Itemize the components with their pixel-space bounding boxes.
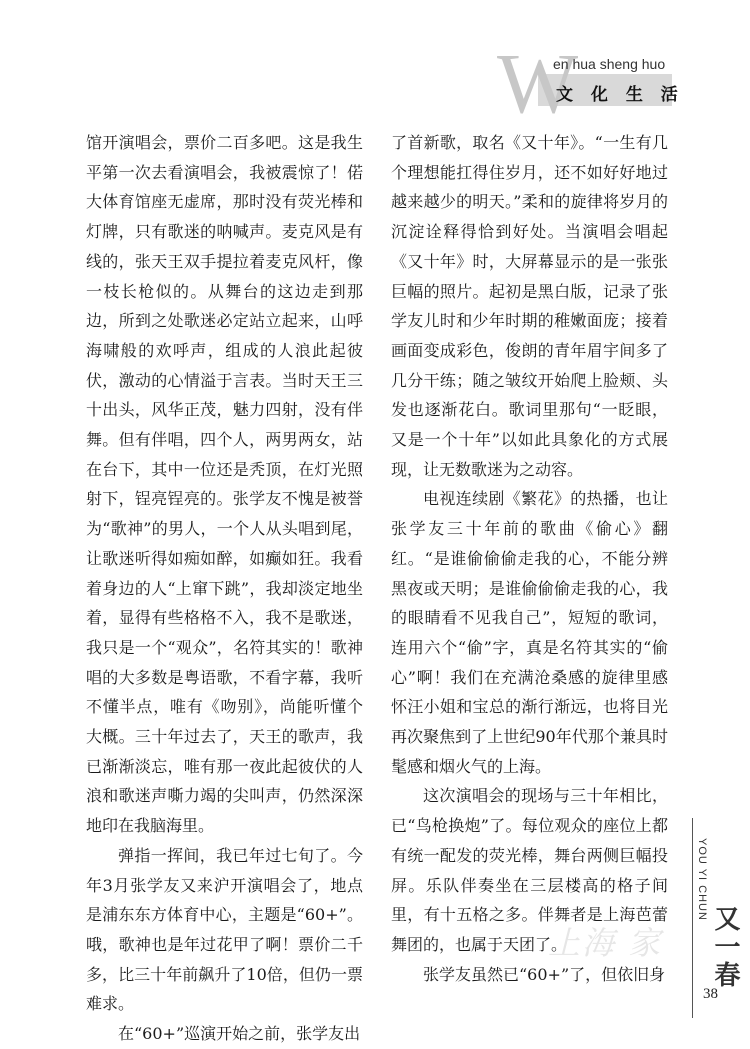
left-paragraph-2: 弹指一挥间，我已年过七旬了。今年3月张学友又来沪开演唱会了，地点是浦东东方体育中心，主题是“60+”。哦，歌神也是年过花甲了啊！票价二千多，比三十年前飙升了10倍，但仍一票难求。	[86, 845, 363, 1014]
right-column	[391, 128, 668, 989]
right-paragraph-2: 电视连续剧《繁花》的热播，也让张学友三十年前的歌曲《偷心》翻红。“是谁偷偷偷走我的心，不能分辨黑夜或天明；是谁偷偷偷走我的心，我的眼睛看不见我自己”，短短的歌词，连用六个“偷”字，真是名符其实的“偷心”啊！我们在充满沧桑感的旋律里感怀汪小姐和宝总的渐行渐远，也将目光再次聚焦到了上世纪90年代那个兼具时髦感和烟火气的上海。	[391, 489, 668, 776]
magazine-name: 又一春	[710, 905, 740, 989]
side-divider	[692, 818, 693, 1018]
left-column	[86, 128, 363, 1049]
header-chinese-title: 文 化 生 活	[556, 85, 684, 105]
left-paragraph-3: 在“60+”巡演开始之前，张学友出	[118, 1024, 361, 1044]
right-paragraph-3: 这次演唱会的现场与三十年相比，已“鸟枪换炮”了。每位观众的座位上都有统一配发的荧光棒，舞台两侧巨幅投屏。乐队伴奏坐在三层楼高的格子间里，有十五格之多。伴舞者是上海芭蕾舞团的，也属于天团了。	[391, 786, 668, 954]
header-decorative-letter: W	[497, 35, 579, 131]
left-paragraph-1: 馆开演唱会，票价二百多吧。这是我生平第一次去看演唱会，我被震惊了！偌大体育馆座无虚席，那时没有荧光棒和灯牌，只有歌迷的呐喊声。麦克风是有线的，张天王双手提拉着麦克风杆，像一枝长枪似的。从舞台的这边走到那边，所到之处歌迷必定站立起来，山呼海啸般的欢呼声，组成的人浪此起彼伏，激动的心情溢于言表。当时天王三十出头，风华正茂，魅力四射，没有伴舞。但有伴唱，四个人，两男两女，站在台下，其中一位还是秃顶，在灯光照射下，锃亮锃亮的。张学友不愧是被誉为“歌神”的男人，一个人从头唱到尾，让歌迷听得如痴如醉，如癫如狂。我看着身边的人“上窜下跳”，我却淡定地坐着，显得有些格格不入，我不是歌迷，我只是一个“观众”，名符其实的！歌神唱的大多数是粤语歌，不看字幕，我听不懂半点，唯有《吻别》，尚能听懂个大概。三十年过去了，天王的歌声，我已渐渐淡忘，唯有那一夜此起彼伏的人浪和歌迷声嘶力竭的尖叫声，仍然深深地印在我脑海里。	[86, 133, 363, 836]
page-number: 38	[703, 986, 718, 1002]
header-english-title: en hua sheng huo	[553, 56, 666, 72]
right-paragraph-4: 张学友虽然已“60+”了，但依旧身	[423, 964, 666, 984]
right-paragraph-1: 了首新歌，取名《又十年》。“一生有几个理想能扛得住岁月，还不如好好地过越来越少的明天。”柔和的旋律将岁月的沉淀诠释得恰到好处。当演唱会唱起《又十年》时，大屏幕显示的是一张张巨幅的照片。起初是黑白版，记录了张学友儿时和少年时期的稚嫩面庞；接着画面变成彩色，俊朗的青年眉宇间多了几分干练；随之皱纹开始爬上脸颊、头发也逐渐花白。歌词里那句“一眨眼，又是一个十年”以如此具象化的方式展现，让无数歌迷为之动容。	[391, 133, 668, 479]
watermark-logo: 上海 家	[548, 924, 663, 962]
side-label: YOU YI CHUN	[696, 838, 708, 921]
